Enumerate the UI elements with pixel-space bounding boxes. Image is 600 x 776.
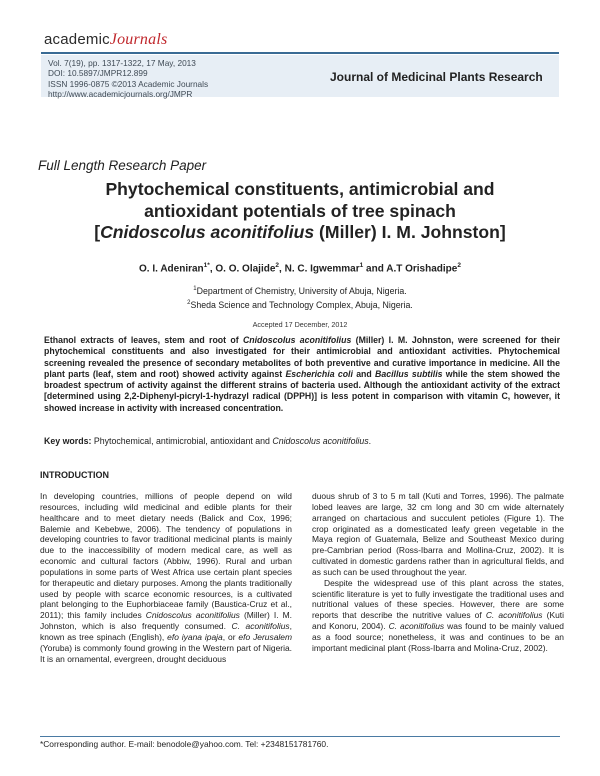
- species-name: C. aconitifolius: [485, 610, 543, 621]
- body-text: was found to be mainly valued as a food source; nonetheless, it was and continues to be an important medicinal plant (Ross-Ibarra and Molina-Cruz, 2002).: [312, 621, 564, 653]
- meta-volume: Vol. 7(19), pp. 1317-1322, 17 May, 2013: [48, 58, 196, 68]
- abstract-text: Ethanol extracts of leaves, stem and root of: [44, 335, 243, 345]
- article-metadata: [48, 58, 208, 100]
- meta-doi[interactable]: DOI: 10.5897/JMPR12.899: [48, 68, 148, 79]
- meta-issn: ISSN 1996-0875 ©2013 Academic Journals: [48, 78, 209, 89]
- keywords-species: Cnidoscolus aconitifolius: [272, 436, 369, 446]
- meta-url[interactable]: http://www.academicjournals.org/JMPR: [48, 89, 193, 100]
- affiliation-mark: 1: [193, 286, 197, 292]
- local-name: efo iyana ipaja: [167, 631, 223, 642]
- accepted-date: Accepted 17 December, 2012: [252, 320, 348, 329]
- author-separator: and: [363, 263, 387, 275]
- title-species: Cnidoscolus aconitifolius: [100, 222, 315, 242]
- author-list: [40, 262, 560, 274]
- paper-title: [40, 179, 560, 244]
- body-text: (Yoruba) is commonly found growing in the Western part of Nigeria. It is an ornamental, evergreen, drought deciduous: [40, 642, 292, 664]
- abstract-text: (Miller) I. M. Johnston, were screened for their phytochemical constituents and also investigated for their antimicrobial and antioxidant activities. Phytochemical screening revealed the presence of secondary metabolites of both preventive and curative importance in medicine. All the plant parts (leaf, stem and root) showed activity against: [44, 335, 560, 379]
- keywords-end: .: [368, 436, 372, 446]
- abstract-species: Escherichia coli: [285, 368, 353, 379]
- journal-name: Journal of Medicinal Plants Research: [330, 70, 543, 84]
- abstract: [44, 335, 560, 414]
- body-text: (Miller) I. M. Johnston, which is also frequently consumed.: [40, 610, 292, 632]
- abstract-text: while the stem showed the broadest spectrum of activity against the different strains of bacteria used. Although the antioxidant activity of the extract [determined using 2,2-Diphenyl-picryl-1-hydrazyl radical (DPPH)] is less potent in comparison with vitamin C, however, it showed increase in activity with increased concentration.: [44, 368, 560, 413]
- footnote-rule: [40, 736, 560, 737]
- paper-type: Full Length Research Paper: [38, 158, 207, 173]
- author-affiliation-mark: 1: [359, 262, 364, 269]
- body-text: Despite the widespread use of this plant across the states, scientific literature is yet to fully investigate the traditional uses and nutritional values of these species. However, there are some reports that describe the nutritive values of: [312, 577, 564, 621]
- affiliations: [40, 284, 560, 311]
- abstract-species: Cnidoscolus aconitifolius: [242, 335, 352, 345]
- species-name: C. aconitifolius: [388, 621, 445, 632]
- paragraph: duous shrub of 3 to 5 m tall (Kuti and Torres, 1996). The palmate lobed leaves are large, 32 cm long and 30 cm wide alternately arranged on chartacious and succulent petioles (Figure 1). The crop originated as a domesticated leafy green vegetable in the Maya region of Guatemala, Belize and Southeast Mexico during pre-Cambrian period (Ross-Ibarra and Mollina-Cruz, 2002). It is cultivated in domestic gardens rather than in agricultural fields, and as such can be used throughout the year.: [312, 491, 564, 577]
- body-column-left: [40, 491, 292, 665]
- logo-text-academic: academic: [44, 31, 110, 48]
- author-affiliation-mark: 2: [275, 262, 280, 269]
- affiliation-text: Department of Chemistry, University of Abuja, Nigeria.: [196, 285, 407, 296]
- species-name: Cnidoscolus aconitifolius: [145, 610, 240, 621]
- body-text: , or: [222, 631, 239, 642]
- section-heading-introduction: INTRODUCTION: [40, 470, 109, 480]
- affiliation-1: [40, 284, 560, 298]
- publisher-logo: [44, 31, 167, 49]
- abstract-species: Bacillus subtilis: [375, 368, 443, 379]
- body-text: , known as tree spinach (English),: [40, 621, 292, 642]
- keywords-text: Phytochemical, antimicrobial, antioxidant and: [91, 436, 273, 446]
- title-line-2: antioxidant potentials of tree spinach: [144, 200, 456, 221]
- author-separator: ,: [209, 263, 216, 275]
- author-affiliation-mark: 1*: [203, 262, 210, 269]
- title-authority: (Miller) I. M. Johnston]: [314, 222, 506, 242]
- affiliation-2: [40, 298, 560, 312]
- title-line-3: [40, 222, 560, 244]
- header-rule: [41, 52, 559, 54]
- affiliation-text: Sheda Science and Technology Complex, Abuja, Nigeria.: [190, 299, 413, 310]
- logo-text-journals: Journals: [109, 31, 168, 48]
- author-name: N. C. Igwemmar: [284, 263, 360, 275]
- paragraph: [40, 491, 292, 665]
- body-text: (Kuti and Konoru, 2004).: [312, 610, 564, 632]
- author-name: O. O. Olajide: [215, 263, 276, 275]
- author-separator: ,: [279, 263, 285, 275]
- author-affiliation-mark: 2: [457, 262, 461, 269]
- title-line-1: Phytochemical constituents, antimicrobial and: [105, 179, 495, 199]
- paragraph: [312, 578, 564, 654]
- title-bracket: [: [94, 222, 101, 242]
- keywords-label: Key words:: [44, 436, 92, 446]
- keywords: [44, 436, 560, 446]
- author-name: A.T Orishadipe: [386, 263, 458, 275]
- body-text: In developing countries, millions of people depend on wild resources, including wild medicinal and edible plants for their healthcare and to meet dietary needs (Balick and Cox, 1996; Balemie and Kebebwe, 2006). The tendency of populations in developing countries to favor traditional medicinal plants is mainly due to the inaccessibility of modern medical care, as well as economic and cultural factors (Abbiw, 1996). Rural and urban populations in some parts of West Africa use certain plant species for therapeutic and dietary purposes. Among the plants traditionally used by people with scarce economic resources, is a cultivated plant belonging to the Euphorbiaceae family (Baustica-Cruz et al., 2011); this family includes: [40, 491, 292, 621]
- species-name: C. aconitifolius: [231, 621, 290, 632]
- corresponding-author-footnote: *Corresponding author. E-mail: benodole@yahoo.com. Tel: +2348151781760.: [40, 739, 329, 749]
- body-column-right: [312, 491, 564, 654]
- affiliation-mark: 2: [187, 299, 191, 306]
- abstract-text: and: [352, 368, 376, 379]
- author-name: O. I. Adeniran: [139, 263, 204, 275]
- local-name: efo Jerusalem: [238, 631, 292, 642]
